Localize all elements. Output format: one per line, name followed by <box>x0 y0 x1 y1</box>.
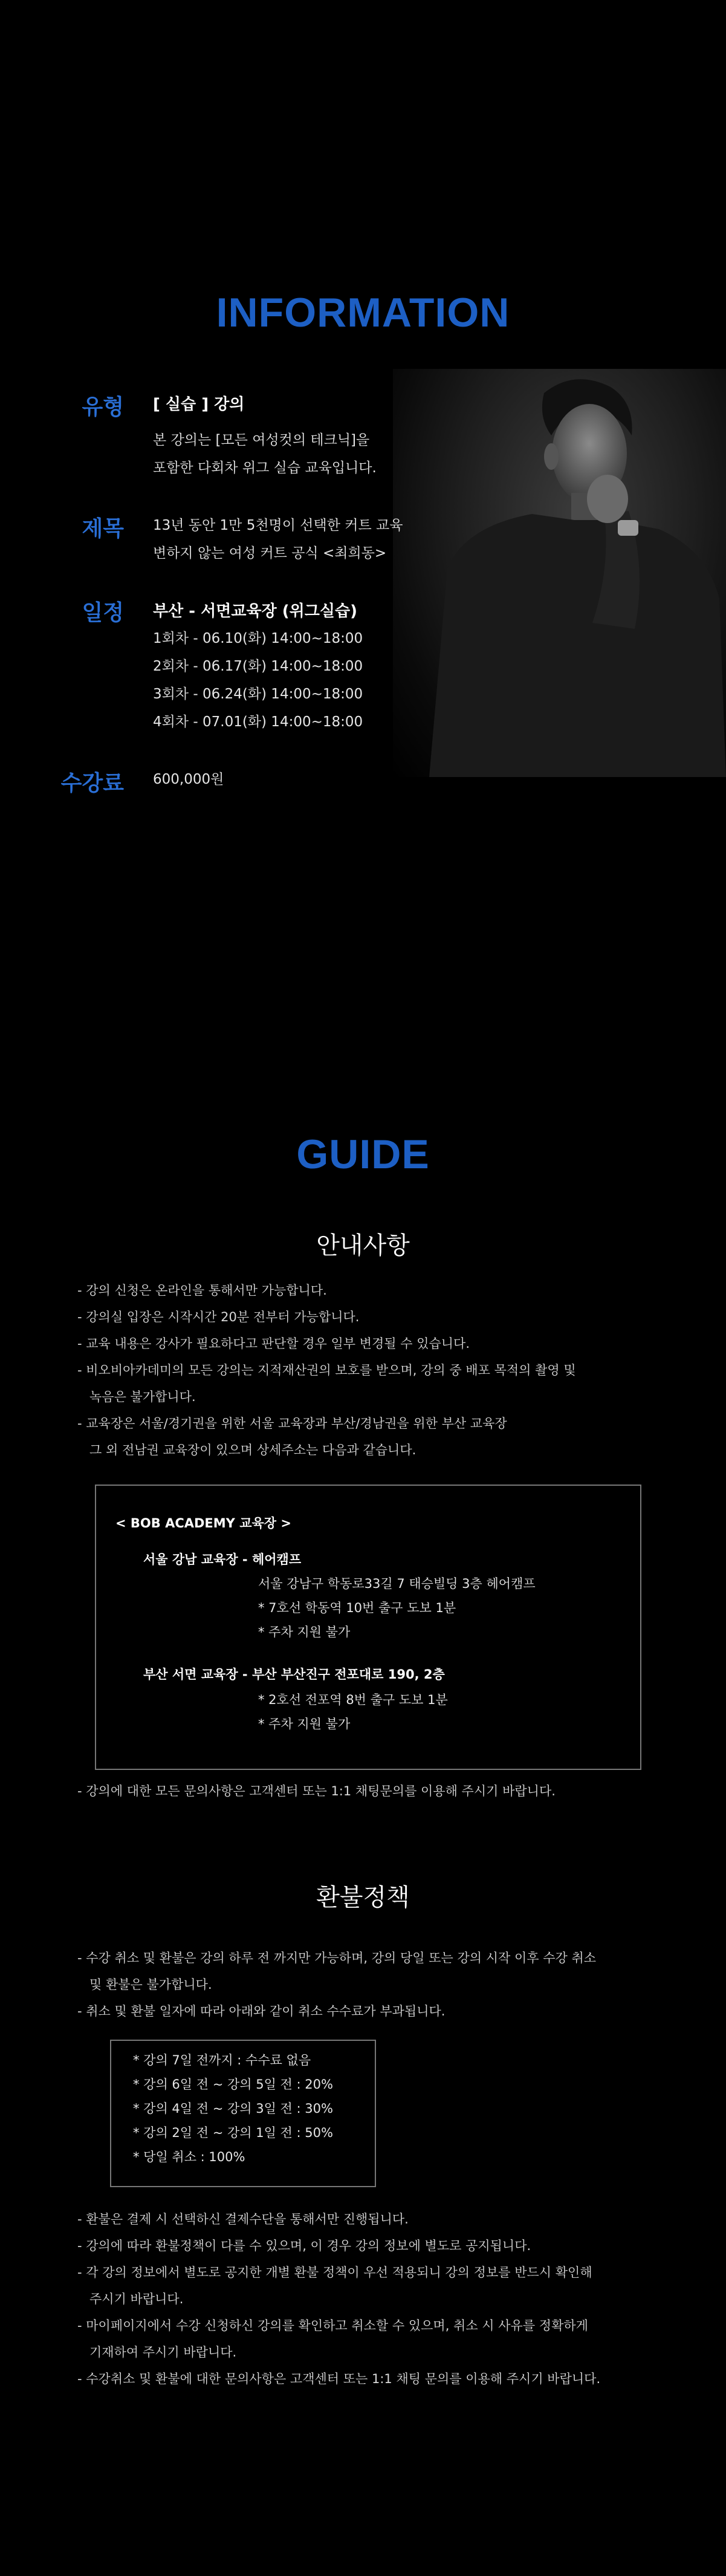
busan-parking: * 주차 지원 불가 <box>258 1717 351 1731</box>
schedule-title: 부산 - 서면교육장 (위그실습) <box>153 602 357 620</box>
type-title: [ 실습 ] 강의 <box>153 395 245 414</box>
subject-label: 제목 <box>82 516 124 541</box>
list-item: - 마이페이지에서 수강 신청하신 강의를 확인하고 취소할 수 있으며, 취소 시 사유를 정확하게 <box>77 2318 588 2333</box>
list-item: - 교육 내용은 강사가 필요하다고 판단할 경우 일부 변경될 수 있습니다. <box>77 1336 470 1351</box>
list-item: - 각 강의 정보에서 별도로 공지한 개별 환불 정책이 우선 적용되니 강의 정보를 반드시 확인해 <box>77 2265 592 2280</box>
subject-line-2: 변하지 않는 여성 커트 공식 <최희동> <box>153 545 387 561</box>
list-item: - 수강 취소 및 환불은 강의 하루 전 까지만 가능하며, 강의 당일 또는 강의 시작 이후 수강 취소 <box>77 1951 597 1965</box>
guide-heading: GUIDE <box>296 1131 430 1177</box>
list-item: - 교육장은 서울/경기권을 위한 서울 교육장과 부산/경남권을 위한 부산 교육장 <box>77 1416 507 1431</box>
information-heading: INFORMATION <box>216 290 510 336</box>
list-item: - 강의실 입장은 시작시간 20분 전부터 가능합니다. <box>77 1310 360 1324</box>
fee-item: * 강의 2일 전 ~ 강의 1일 전 : 50% <box>133 2126 333 2140</box>
refund-list-top <box>77 1945 658 2025</box>
academy-box-title: < BOB ACADEMY 교육장 > <box>115 1516 291 1530</box>
list-item: 녹음은 불가합니다. <box>77 1390 196 1404</box>
type-line-2: 포함한 다회차 위그 실습 교육입니다. <box>153 460 377 476</box>
list-item: 및 환불은 불가합니다. <box>77 1977 212 1992</box>
session-1: 1회차 - 06.10(화) 14:00~18:00 <box>153 631 363 646</box>
seoul-parking: * 주차 지원 불가 <box>258 1625 351 1639</box>
instructor-photo <box>393 369 726 777</box>
seoul-subway: * 7호선 학동역 10번 출구 도보 1분 <box>258 1601 456 1615</box>
session-2: 2회차 - 06.17(화) 14:00~18:00 <box>153 659 363 674</box>
notice-list <box>77 1277 658 1463</box>
busan-subway: * 2호선 전포역 8번 출구 도보 1분 <box>258 1693 448 1707</box>
notice-title: 안내사항 <box>316 1232 410 1260</box>
contact-note: - 강의에 대한 모든 문의사항은 고객센터 또는 1:1 채팅문의를 이용해 주시기 바랍니다. <box>77 1784 556 1798</box>
type-line-1: 본 강의는 [모든 여성컷의 테크닉]을 <box>153 432 370 448</box>
subject-line-1: 13년 동안 1만 5천명이 선택한 커트 교육 <box>153 518 403 533</box>
session-3: 3회차 - 06.24(화) 14:00~18:00 <box>153 686 363 702</box>
busan-name: 부산 서면 교육장 - 부산 부산진구 전포대로 190, 2층 <box>143 1667 445 1682</box>
fee-item: * 강의 7일 전까지 : 수수료 없음 <box>133 2053 311 2067</box>
fee-label: 수강료 <box>60 771 124 796</box>
schedule-label: 일정 <box>82 600 124 625</box>
list-item: - 강의에 따라 환불정책이 다를 수 있으며, 이 경우 강의 정보에 별도로 공지됩니다. <box>77 2239 531 2253</box>
list-item: - 수강취소 및 환불에 대한 문의사항은 고객센터 또는 1:1 채팅 문의를 이용해 주시기 바랍니다. <box>77 2372 601 2386</box>
fee-box <box>110 2040 376 2187</box>
session-4: 4회차 - 07.01(화) 14:00~18:00 <box>153 714 363 730</box>
list-item: 주시기 바랍니다. <box>77 2292 184 2306</box>
list-item: - 취소 및 환불 일자에 따라 아래와 같이 취소 수수료가 부과됩니다. <box>77 2004 446 2018</box>
fee-item: * 강의 6일 전 ~ 강의 5일 전 : 20% <box>133 2077 333 2092</box>
list-item: - 환불은 결제 시 선택하신 결제수단을 통해서만 진행됩니다. <box>77 2212 409 2226</box>
type-label: 유형 <box>82 395 124 420</box>
fee-item: * 강의 4일 전 ~ 강의 3일 전 : 30% <box>133 2101 333 2116</box>
list-item: 기재하여 주시기 바랍니다. <box>77 2345 237 2360</box>
seoul-address: 서울 강남구 학동로33길 7 태승빌딩 3층 헤어캠프 <box>258 1576 536 1591</box>
fee-value: 600,000원 <box>153 772 224 787</box>
fee-item: * 당일 취소 : 100% <box>133 2150 245 2164</box>
refund-list-bottom <box>77 2206 658 2392</box>
list-item: 그 외 전남권 교육장이 있으며 상세주소는 다음과 같습니다. <box>77 1443 416 1457</box>
seoul-name: 서울 강남 교육장 - 헤어캠프 <box>143 1552 302 1567</box>
list-item: - 강의 신청은 온라인을 통해서만 가능합니다. <box>77 1283 327 1298</box>
refund-title: 환불정책 <box>316 1884 410 1911</box>
academy-box <box>95 1485 641 1770</box>
list-item: - 비오비아카데미의 모든 강의는 지적재산권의 보호를 받으며, 강의 중 배포 목적의 촬영 및 <box>77 1363 576 1377</box>
